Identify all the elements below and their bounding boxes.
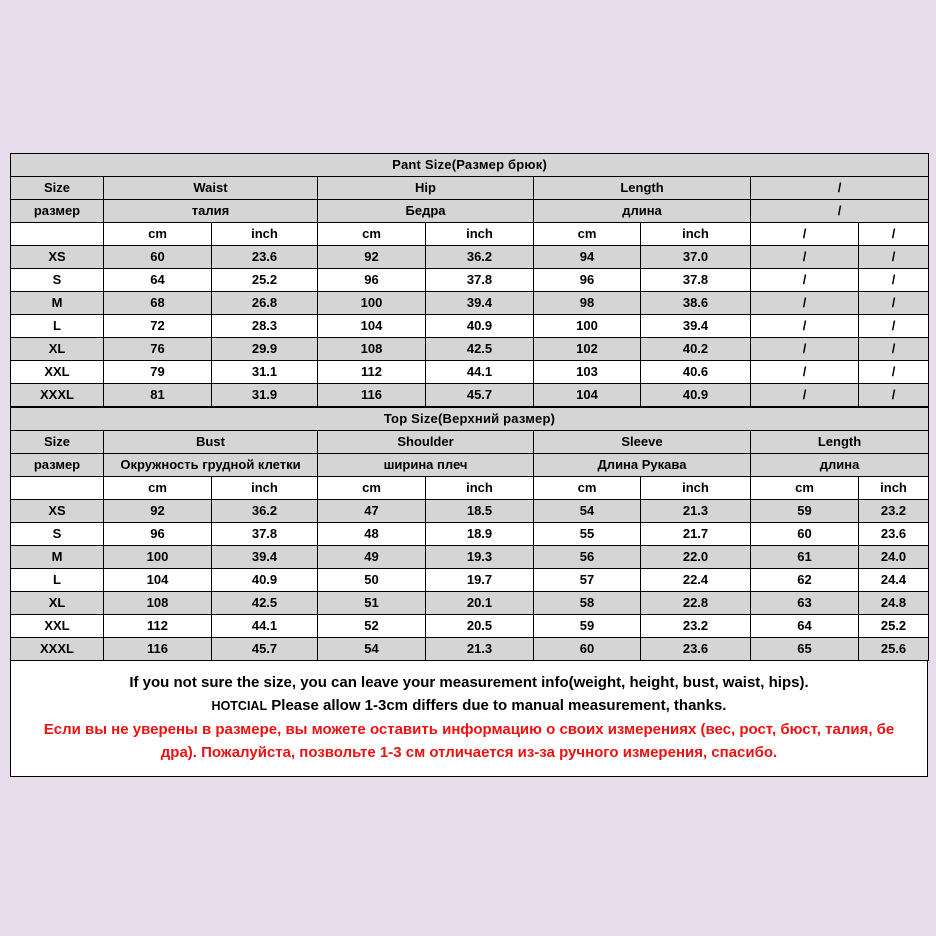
- cell-length-cm: 104: [534, 384, 641, 407]
- cell-bust-cm: 108: [104, 592, 212, 615]
- cell-length-cm: 63: [751, 592, 859, 615]
- cell-length-inch: 23.6: [859, 523, 929, 546]
- cell-length-inch: 37.0: [641, 246, 751, 269]
- cell-length-inch: 25.6: [859, 638, 929, 661]
- table-row: [11, 638, 929, 661]
- top-unit-shoulder-inch: inch: [426, 477, 534, 500]
- table-row: [11, 315, 929, 338]
- top-header-size: Size: [11, 431, 104, 454]
- cell-length-cm: 65: [751, 638, 859, 661]
- cell-waist-inch: 23.6: [212, 246, 318, 269]
- cell-bust-inch: 37.8: [212, 523, 318, 546]
- pant-unit-row: [11, 223, 929, 246]
- cell-length-cm: 96: [534, 269, 641, 292]
- cell-extra2: /: [859, 361, 929, 384]
- top-size-table: [10, 407, 929, 661]
- cell-length-cm: 59: [751, 500, 859, 523]
- cell-size: XL: [11, 592, 104, 615]
- pant-unit-extra2: /: [859, 223, 929, 246]
- cell-shoulder-cm: 49: [318, 546, 426, 569]
- top-unit-blank: [11, 477, 104, 500]
- cell-shoulder-cm: 50: [318, 569, 426, 592]
- cell-sleeve-cm: 57: [534, 569, 641, 592]
- table-row: [11, 292, 929, 315]
- cell-sleeve-cm: 56: [534, 546, 641, 569]
- pant-unit-waist-inch: inch: [212, 223, 318, 246]
- table-row: [11, 269, 929, 292]
- cell-extra1: /: [751, 246, 859, 269]
- cell-sleeve-inch: 22.0: [641, 546, 751, 569]
- cell-shoulder-cm: 47: [318, 500, 426, 523]
- pant-unit-hip-cm: cm: [318, 223, 426, 246]
- cell-length-inch: 40.6: [641, 361, 751, 384]
- cell-extra1: /: [751, 315, 859, 338]
- pant-header-en-row: [11, 177, 929, 200]
- pant-header-ru-hip: Бедра: [318, 200, 534, 223]
- top-unit-length-inch: inch: [859, 477, 929, 500]
- top-header-ru-length: длина: [751, 454, 929, 477]
- cell-hip-inch: 39.4: [426, 292, 534, 315]
- cell-length-inch: 38.6: [641, 292, 751, 315]
- cell-waist-inch: 31.1: [212, 361, 318, 384]
- cell-shoulder-inch: 19.3: [426, 546, 534, 569]
- cell-extra2: /: [859, 269, 929, 292]
- cell-extra2: /: [859, 292, 929, 315]
- pant-header-ru-waist: талия: [104, 200, 318, 223]
- top-header-shoulder: Shoulder: [318, 431, 534, 454]
- table-row: [11, 615, 929, 638]
- top-header-ru-sleeve: Длина Рукава: [534, 454, 751, 477]
- cell-length-inch: 24.8: [859, 592, 929, 615]
- cell-length-inch: 25.2: [859, 615, 929, 638]
- cell-hip-cm: 100: [318, 292, 426, 315]
- cell-hip-cm: 116: [318, 384, 426, 407]
- pant-header-ru-length: длина: [534, 200, 751, 223]
- cell-hip-inch: 45.7: [426, 384, 534, 407]
- cell-hip-inch: 44.1: [426, 361, 534, 384]
- cell-extra2: /: [859, 315, 929, 338]
- cell-bust-cm: 92: [104, 500, 212, 523]
- pant-header-length: Length: [534, 177, 751, 200]
- pant-unit-extra1: /: [751, 223, 859, 246]
- pant-unit-length-inch: inch: [641, 223, 751, 246]
- table-row: [11, 246, 929, 269]
- top-header-ru-row: [11, 454, 929, 477]
- top-unit-bust-cm: cm: [104, 477, 212, 500]
- cell-bust-inch: 45.7: [212, 638, 318, 661]
- footer-line-4-ru: дра). Пожалуйста, позвольте 1-3 см отличается из-за ручного измерения, спасибо.: [160, 743, 778, 761]
- pant-header-size: Size: [11, 177, 104, 200]
- top-header-ru-size: размер: [11, 454, 104, 477]
- brand-name: HOTCIAL: [211, 699, 268, 714]
- cell-length-inch: 40.9: [641, 384, 751, 407]
- cell-bust-cm: 112: [104, 615, 212, 638]
- cell-extra1: /: [751, 338, 859, 361]
- cell-sleeve-cm: 59: [534, 615, 641, 638]
- footer-note: [10, 661, 928, 777]
- cell-sleeve-inch: 23.6: [641, 638, 751, 661]
- table-row: [11, 592, 929, 615]
- footer-line-2: [17, 694, 921, 717]
- table-row: [11, 500, 929, 523]
- cell-waist-cm: 72: [104, 315, 212, 338]
- cell-size: XXXL: [11, 384, 104, 407]
- cell-size: XS: [11, 246, 104, 269]
- cell-shoulder-cm: 52: [318, 615, 426, 638]
- cell-sleeve-cm: 55: [534, 523, 641, 546]
- cell-shoulder-cm: 48: [318, 523, 426, 546]
- cell-bust-inch: 36.2: [212, 500, 318, 523]
- cell-length-cm: 98: [534, 292, 641, 315]
- cell-length-cm: 94: [534, 246, 641, 269]
- cell-sleeve-inch: 23.2: [641, 615, 751, 638]
- pant-size-table: [10, 153, 929, 407]
- cell-waist-cm: 60: [104, 246, 212, 269]
- cell-sleeve-inch: 21.7: [641, 523, 751, 546]
- cell-size: M: [11, 292, 104, 315]
- pant-header-extra: /: [751, 177, 929, 200]
- cell-bust-cm: 100: [104, 546, 212, 569]
- cell-extra2: /: [859, 384, 929, 407]
- cell-waist-cm: 76: [104, 338, 212, 361]
- cell-bust-inch: 42.5: [212, 592, 318, 615]
- cell-waist-inch: 25.2: [212, 269, 318, 292]
- cell-size: XL: [11, 338, 104, 361]
- top-unit-sleeve-cm: cm: [534, 477, 641, 500]
- cell-hip-cm: 108: [318, 338, 426, 361]
- top-unit-length-cm: cm: [751, 477, 859, 500]
- cell-bust-inch: 40.9: [212, 569, 318, 592]
- cell-length-inch: 37.8: [641, 269, 751, 292]
- pant-header-ru-row: [11, 200, 929, 223]
- top-table-title-row: [11, 408, 929, 431]
- cell-extra1: /: [751, 361, 859, 384]
- table-row: [11, 546, 929, 569]
- cell-bust-inch: 44.1: [212, 615, 318, 638]
- pant-unit-blank: [11, 223, 104, 246]
- cell-size: L: [11, 569, 104, 592]
- cell-extra1: /: [751, 384, 859, 407]
- cell-shoulder-inch: 18.5: [426, 500, 534, 523]
- cell-waist-cm: 79: [104, 361, 212, 384]
- cell-extra2: /: [859, 246, 929, 269]
- pant-unit-waist-cm: cm: [104, 223, 212, 246]
- cell-hip-cm: 104: [318, 315, 426, 338]
- cell-shoulder-inch: 21.3: [426, 638, 534, 661]
- top-unit-sleeve-inch: inch: [641, 477, 751, 500]
- cell-waist-inch: 28.3: [212, 315, 318, 338]
- cell-sleeve-inch: 22.4: [641, 569, 751, 592]
- table-row: [11, 361, 929, 384]
- cell-waist-cm: 64: [104, 269, 212, 292]
- cell-sleeve-inch: 21.3: [641, 500, 751, 523]
- pant-unit-length-cm: cm: [534, 223, 641, 246]
- footer-line-2-text: Please allow 1-3cm differs due to manual measurement, thanks.: [271, 697, 727, 715]
- pant-unit-hip-inch: inch: [426, 223, 534, 246]
- cell-length-cm: 62: [751, 569, 859, 592]
- cell-shoulder-inch: 20.5: [426, 615, 534, 638]
- cell-sleeve-cm: 58: [534, 592, 641, 615]
- cell-size: S: [11, 523, 104, 546]
- cell-shoulder-inch: 20.1: [426, 592, 534, 615]
- cell-extra2: /: [859, 338, 929, 361]
- cell-length-inch: 23.2: [859, 500, 929, 523]
- cell-size: S: [11, 269, 104, 292]
- cell-hip-cm: 112: [318, 361, 426, 384]
- cell-length-cm: 103: [534, 361, 641, 384]
- pant-header-ru-size: размер: [11, 200, 104, 223]
- cell-shoulder-cm: 51: [318, 592, 426, 615]
- cell-waist-cm: 81: [104, 384, 212, 407]
- top-unit-bust-inch: inch: [212, 477, 318, 500]
- cell-waist-inch: 29.9: [212, 338, 318, 361]
- cell-size: XXL: [11, 615, 104, 638]
- size-chart-sheet: [10, 153, 928, 777]
- top-unit-shoulder-cm: cm: [318, 477, 426, 500]
- table-row: [11, 338, 929, 361]
- top-table-title: Top Size(Верхний размер): [11, 408, 929, 431]
- cell-sleeve-cm: 54: [534, 500, 641, 523]
- cell-shoulder-inch: 19.7: [426, 569, 534, 592]
- top-header-ru-bust: Окружность грудной клетки: [104, 454, 318, 477]
- top-header-sleeve: Sleeve: [534, 431, 751, 454]
- cell-length-cm: 102: [534, 338, 641, 361]
- cell-hip-inch: 42.5: [426, 338, 534, 361]
- cell-length-inch: 40.2: [641, 338, 751, 361]
- cell-bust-cm: 96: [104, 523, 212, 546]
- cell-sleeve-inch: 22.8: [641, 592, 751, 615]
- cell-size: XS: [11, 500, 104, 523]
- footer-line-1: If you not sure the size, you can leave your measurement info(weight, height, bust, waist, hips).: [129, 674, 809, 691]
- cell-hip-inch: 40.9: [426, 315, 534, 338]
- pant-table-title-row: [11, 154, 929, 177]
- cell-extra1: /: [751, 269, 859, 292]
- cell-hip-inch: 37.8: [426, 269, 534, 292]
- cell-length-cm: 64: [751, 615, 859, 638]
- cell-hip-cm: 96: [318, 269, 426, 292]
- cell-waist-inch: 26.8: [212, 292, 318, 315]
- cell-bust-cm: 104: [104, 569, 212, 592]
- cell-length-cm: 100: [534, 315, 641, 338]
- footer-line-3-ru: Если вы не уверены в размере, вы можете оставить информацию о своих измерениях (вес, рост, бюст, талия, бе: [43, 720, 895, 738]
- cell-bust-cm: 116: [104, 638, 212, 661]
- cell-shoulder-cm: 54: [318, 638, 426, 661]
- cell-size: L: [11, 315, 104, 338]
- cell-size: M: [11, 546, 104, 569]
- cell-waist-cm: 68: [104, 292, 212, 315]
- cell-length-inch: 24.0: [859, 546, 929, 569]
- cell-extra1: /: [751, 292, 859, 315]
- top-header-ru-shoulder: ширина плеч: [318, 454, 534, 477]
- pant-header-waist: Waist: [104, 177, 318, 200]
- pant-table-title: Pant Size(Размер брюк): [11, 154, 929, 177]
- cell-sleeve-cm: 60: [534, 638, 641, 661]
- cell-size: XXXL: [11, 638, 104, 661]
- table-row: [11, 523, 929, 546]
- table-row: [11, 384, 929, 407]
- cell-hip-cm: 92: [318, 246, 426, 269]
- cell-bust-inch: 39.4: [212, 546, 318, 569]
- top-header-en-row: [11, 431, 929, 454]
- cell-hip-inch: 36.2: [426, 246, 534, 269]
- cell-length-inch: 24.4: [859, 569, 929, 592]
- top-unit-row: [11, 477, 929, 500]
- cell-length-cm: 60: [751, 523, 859, 546]
- pant-header-ru-extra: /: [751, 200, 929, 223]
- table-row: [11, 569, 929, 592]
- top-header-bust: Bust: [104, 431, 318, 454]
- top-header-length: Length: [751, 431, 929, 454]
- cell-shoulder-inch: 18.9: [426, 523, 534, 546]
- cell-length-cm: 61: [751, 546, 859, 569]
- cell-length-inch: 39.4: [641, 315, 751, 338]
- pant-header-hip: Hip: [318, 177, 534, 200]
- cell-size: XXL: [11, 361, 104, 384]
- cell-waist-inch: 31.9: [212, 384, 318, 407]
